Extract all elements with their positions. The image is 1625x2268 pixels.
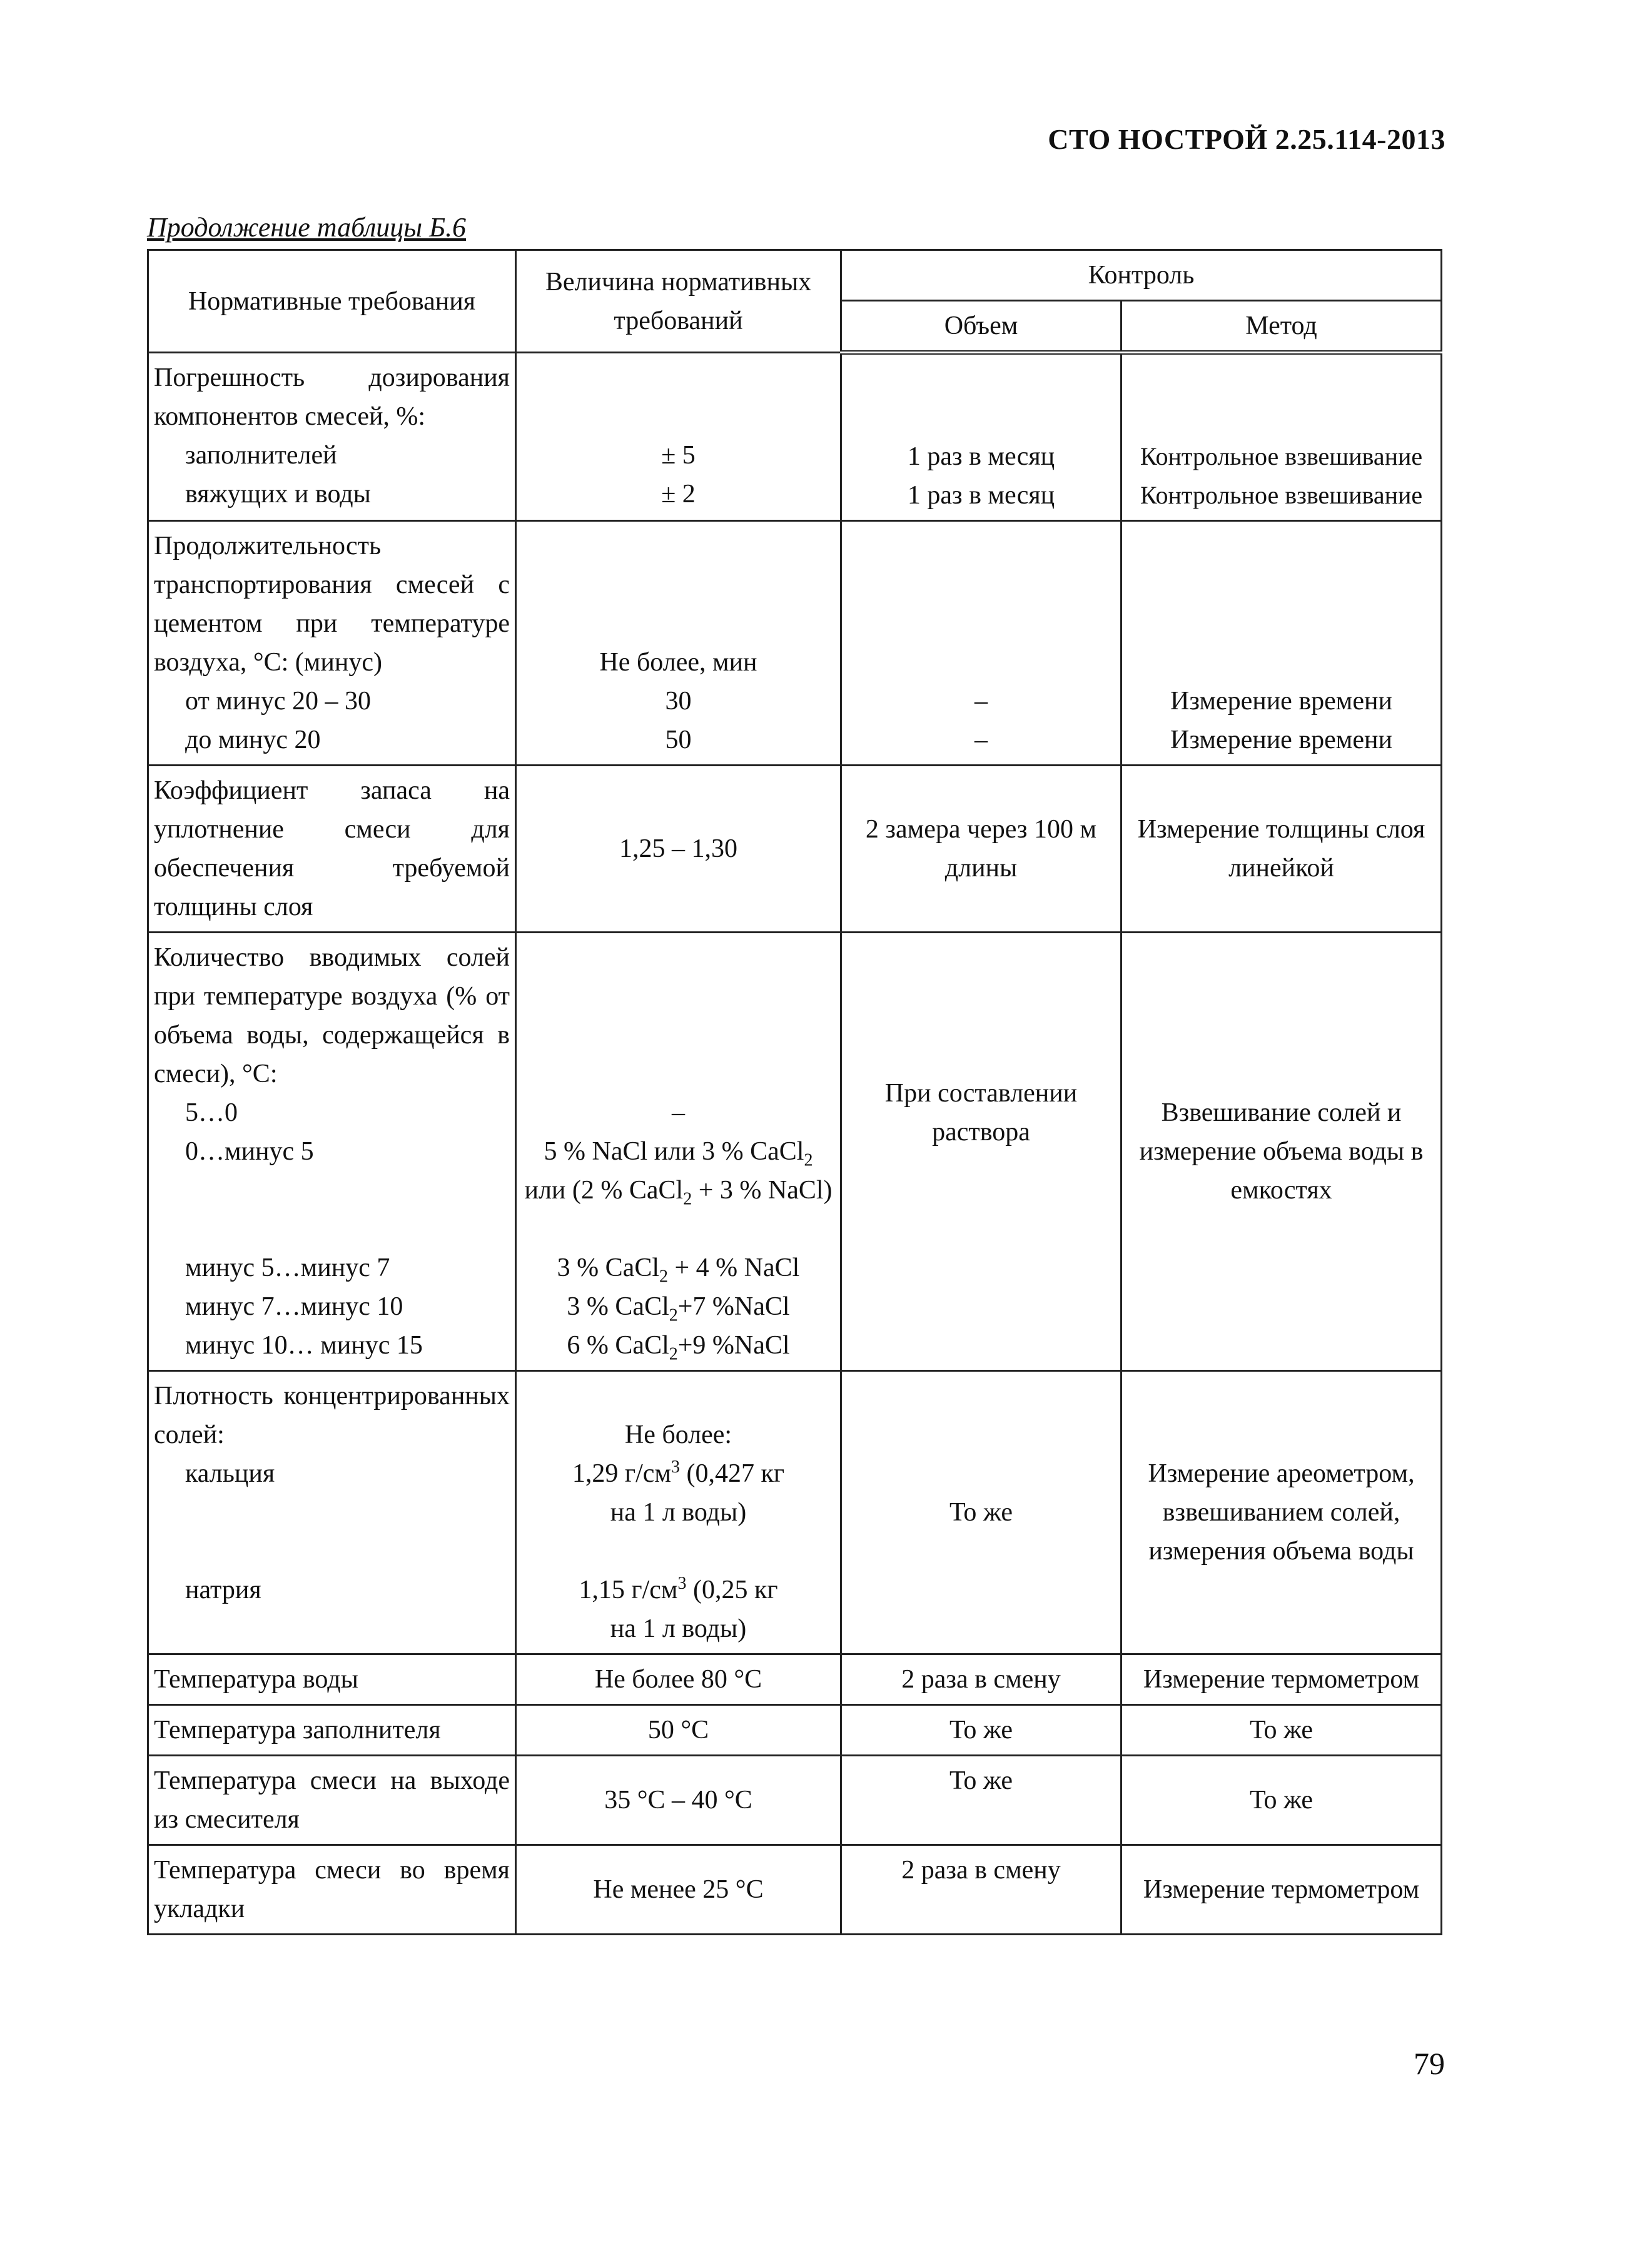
row-requirement	[148, 353, 516, 521]
value-item: на 1 л воды)	[610, 1614, 747, 1643]
requirements-table	[147, 249, 1442, 1935]
table-row	[148, 1371, 1442, 1654]
row-method	[1121, 933, 1442, 1371]
volume-item: 1 раз в месяц	[907, 442, 1055, 471]
value-item: ± 5	[661, 441, 696, 470]
row-volume	[841, 1371, 1121, 1654]
document-code: СТО НОСТРОЙ 2.25.114-2013	[1048, 123, 1445, 155]
row-requirement: Коэффициент запаса на уплотнение смеси для обеспечения требуемой толщины слоя	[148, 766, 516, 933]
value-item: ± 2	[661, 480, 696, 509]
row-requirement: Температура воды	[148, 1654, 516, 1705]
row-volume	[841, 521, 1121, 766]
col-header-requirements: Нормативные требования	[148, 250, 516, 353]
method-item: Взвешивание солей и измерение объема воды в емкостях	[1139, 1098, 1424, 1205]
method-item: Измерение времени	[1170, 726, 1392, 754]
value-item: 5 % NaCl или 3 % CaCl$_2$	[544, 1137, 813, 1170]
row-method: То же	[1121, 1705, 1442, 1756]
method-item: Измерение ареометром, взвешиванием солей, измерения объема воды	[1148, 1459, 1415, 1566]
row-volume: То же	[841, 1705, 1121, 1756]
row-value	[516, 353, 841, 521]
requirement-title: Погрешность дозирования компонентов смесей, %:	[154, 363, 510, 431]
row-requirement: Температура заполнителя	[148, 1705, 516, 1756]
table-row	[148, 1845, 1442, 1935]
requirement-subitem: до минус 20	[185, 726, 321, 754]
table-row	[148, 766, 1442, 933]
row-requirement	[148, 521, 516, 766]
requirement-title: Плотность концентрированных солей:	[154, 1382, 510, 1449]
value-heading: Не более, мин	[599, 648, 757, 677]
value-item: 6 % CaCl$_2$+9 %NaCl	[567, 1331, 790, 1364]
row-volume: 2 раза в смену	[841, 1654, 1121, 1705]
method-item: Контрольное взвешивание	[1140, 481, 1423, 509]
table-row	[148, 521, 1442, 766]
table-row	[148, 1756, 1442, 1845]
row-method: Измерение термометром	[1121, 1845, 1442, 1935]
value-item: на 1 л воды)	[610, 1498, 747, 1527]
value-item: 30	[665, 687, 692, 716]
requirement-subitem: вяжущих и воды	[185, 480, 371, 509]
row-method	[1121, 1371, 1442, 1654]
value-item: 50	[665, 726, 692, 754]
value-heading: Не более:	[624, 1420, 732, 1449]
row-method: То же	[1121, 1756, 1442, 1845]
row-requirement	[148, 1371, 516, 1654]
value-item: 3 % CaCl$_2$+7 %NaCl	[567, 1292, 790, 1325]
row-value: 1,25 – 1,30	[516, 766, 841, 933]
requirement-subitem: 5…0	[185, 1098, 238, 1127]
requirement-subitem: минус 5…минус 7	[185, 1253, 390, 1282]
row-volume	[841, 353, 1121, 521]
row-requirement	[148, 933, 516, 1371]
table-row	[148, 933, 1442, 1371]
requirement-subitem: 0…минус 5	[185, 1137, 314, 1166]
volume-item: То же	[949, 1498, 1013, 1527]
row-requirement: Температура смеси на выходе из смесителя	[148, 1756, 516, 1845]
table-row	[148, 1654, 1442, 1705]
row-volume: 2 раза в смену	[841, 1845, 1121, 1935]
volume-item: –	[974, 726, 988, 754]
row-volume: То же	[841, 1756, 1121, 1845]
col-header-control: Контроль	[841, 250, 1442, 301]
requirement-subitem: натрия	[185, 1576, 261, 1604]
row-method: Измерение термометром	[1121, 1654, 1442, 1705]
volume-item: –	[974, 687, 988, 716]
table-caption: Продолжение таблицы Б.6	[147, 212, 467, 243]
row-value	[516, 933, 841, 1371]
requirement-subitem: от минус 20 – 30	[185, 687, 371, 716]
requirement-title: Количество вводимых солей при температуре воздуха (% от объема воды, содержащейся в смеси), °С:	[154, 943, 510, 1088]
row-value	[516, 521, 841, 766]
value-item: или (2 % CaCl$_2$ + 3 % NaCl)	[524, 1176, 833, 1209]
table-row	[148, 353, 1442, 521]
table-row	[148, 1705, 1442, 1756]
row-value: 35 °С – 40 °С	[516, 1756, 841, 1845]
row-value: 50 °С	[516, 1705, 841, 1756]
value-item: 3 % CaCl$_2$ + 4 % NaCl	[557, 1253, 800, 1287]
method-item: Контрольное взвешивание	[1140, 442, 1423, 470]
method-item: Измерение времени	[1170, 687, 1392, 716]
value-item: –	[672, 1098, 685, 1127]
col-header-volume: Объем	[841, 301, 1121, 353]
requirement-subitem: минус 7…минус 10	[185, 1292, 403, 1321]
row-method	[1121, 521, 1442, 766]
col-header-method: Метод	[1121, 301, 1442, 353]
row-value: Не более 80 °С	[516, 1654, 841, 1705]
requirement-subitem: кальция	[185, 1459, 275, 1488]
row-method: Измерение толщины слоя линейкой	[1121, 766, 1442, 933]
row-volume	[841, 933, 1121, 1371]
row-volume: 2 замера через 100 м длины	[841, 766, 1121, 933]
page-number: 79	[1414, 2046, 1445, 2081]
volume-item: 1 раз в месяц	[907, 481, 1055, 510]
row-value	[516, 1371, 841, 1654]
col-header-value: Величина нормативных требований	[516, 250, 841, 353]
value-item: 1,15 $г/см^3$ (0,25 кг	[579, 1574, 778, 1604]
row-value: Не менее 25 °С	[516, 1845, 841, 1935]
volume-item: При составлении раствора	[884, 1079, 1078, 1147]
row-method	[1121, 353, 1442, 521]
row-requirement: Температура смеси во время укладки	[148, 1845, 516, 1935]
requirement-title: Продолжительность транспортирования смесей с цементом при температуре воздуха, °С: (минус)	[154, 532, 510, 677]
requirement-subitem: минус 10… минус 15	[185, 1331, 423, 1360]
value-item: 1,29 $г/см^3$ (0,427 кг	[572, 1457, 785, 1488]
table-header-row	[148, 250, 1442, 301]
requirement-subitem: заполнителей	[185, 441, 337, 470]
